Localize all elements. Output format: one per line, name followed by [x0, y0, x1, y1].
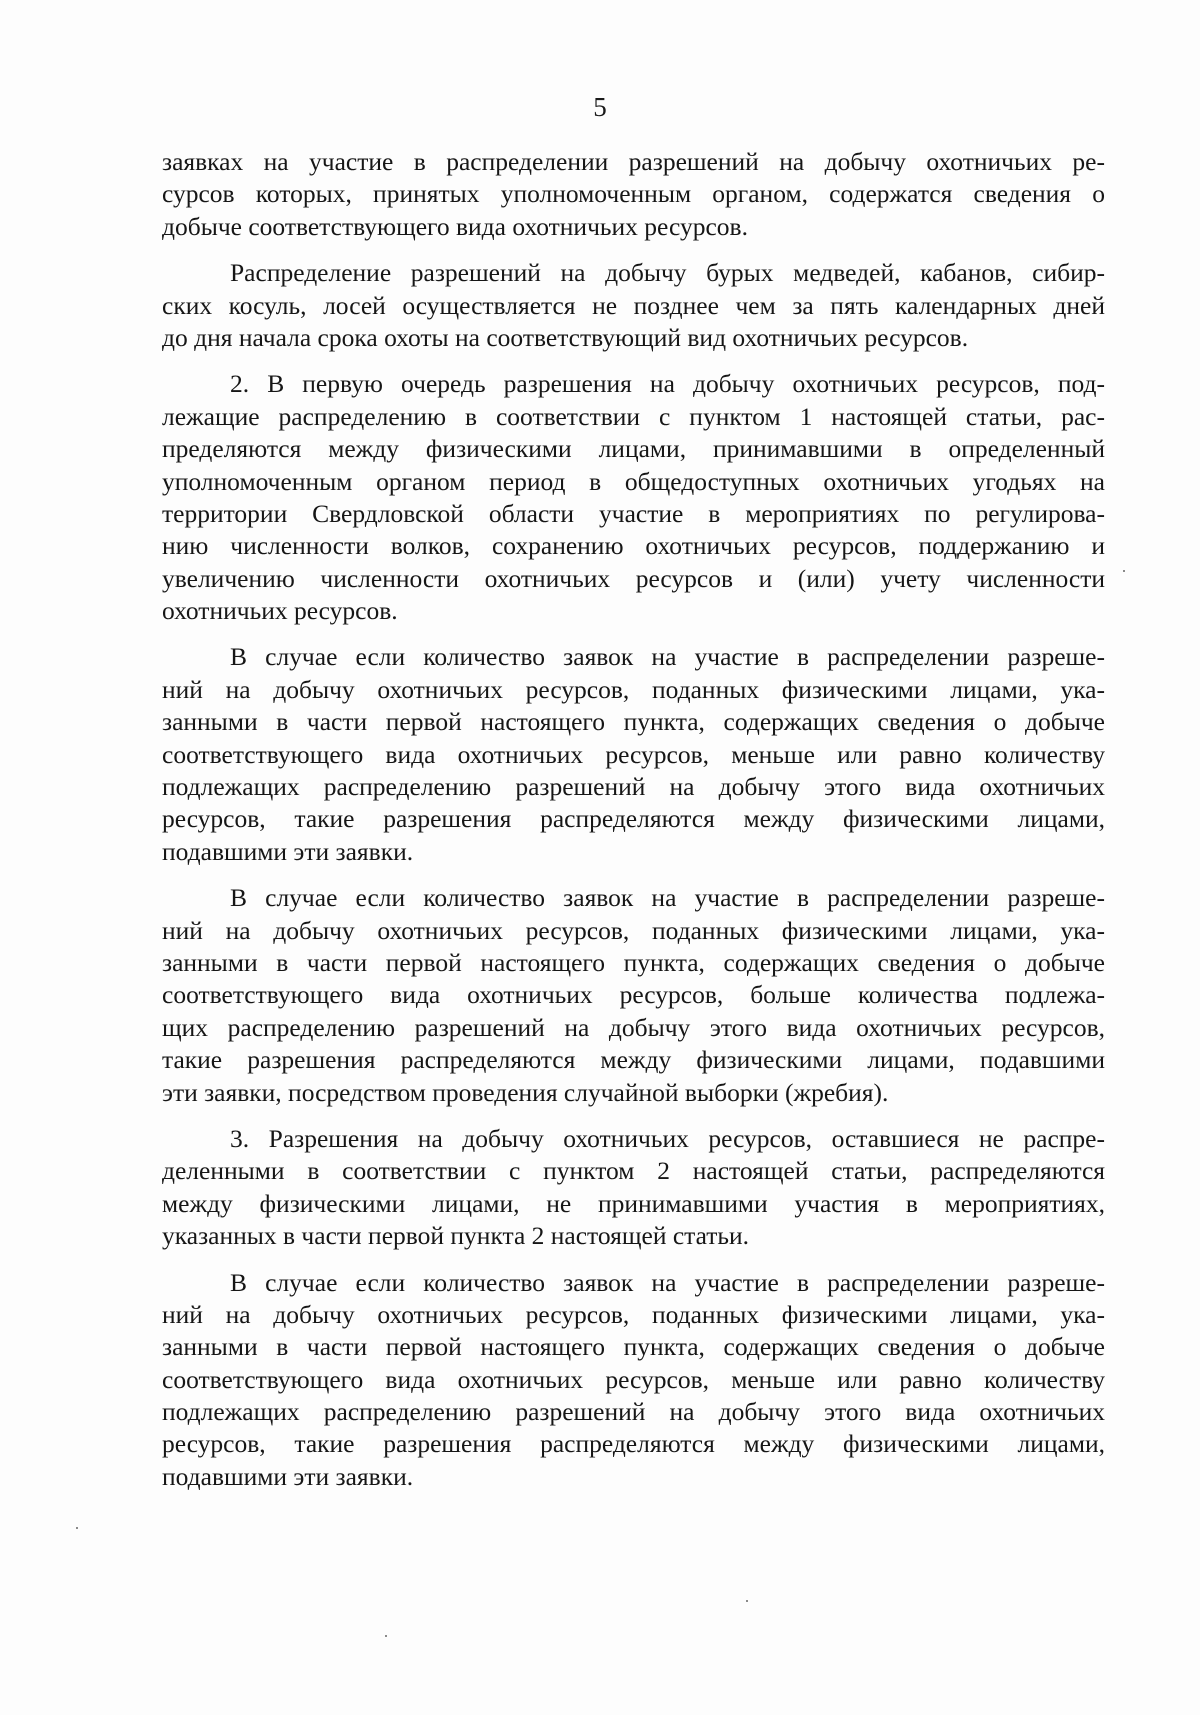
text-line: ний на добычу охотничьих ресурсов, поданных физическими лицами, ука- [162, 674, 1105, 704]
paragraph [162, 257, 1105, 354]
text-line: Распределение разрешений на добычу бурых медведей, кабанов, сибир- [230, 258, 1105, 288]
text-line: между физическими лицами, не принимавшими участия в мероприятиях, [162, 1188, 1105, 1218]
text-line: ресурсов, такие разрешения распределяются между физическими лицами, [162, 1429, 1105, 1459]
text-line: щих распределению разрешений на добычу этого вида охотничьих ресурсов, [162, 1012, 1105, 1042]
scan-speck [385, 1635, 387, 1637]
text-line: В случае если количество заявок на участие в распределении разреше- [230, 1267, 1105, 1297]
document-body [162, 146, 1105, 1493]
text-line: сурсов которых, принятых уполномоченным органом, содержатся сведения о [162, 179, 1105, 209]
text-line: пределяются между физическими лицами, принимавшими в определенный [162, 434, 1105, 464]
text-line: указанных в части первой пункта 2 настоящей статьи. [162, 1221, 750, 1251]
paragraph [162, 146, 1105, 243]
text-line: ний на добычу охотничьих ресурсов, поданных физическими лицами, ука- [162, 915, 1105, 945]
text-line: охотничьих ресурсов. [162, 596, 398, 626]
paragraph [162, 1123, 1105, 1253]
text-line: нию численности волков, сохранению охотничьих ресурсов, поддержанию и [162, 531, 1105, 561]
text-line: эти заявки, посредством проведения случайной выборки (жребия). [162, 1077, 889, 1107]
scan-speck [1123, 570, 1125, 572]
text-line: 3. Разрешения на добычу охотничьих ресурсов, оставшиеся не распре- [230, 1123, 1105, 1153]
text-line: соответствующего вида охотничьих ресурсов, меньше или равно количеству [162, 739, 1105, 769]
text-line: занными в части первой настоящего пункта, содержащих сведения о добыче [162, 707, 1105, 737]
text-line: ний на добычу охотничьих ресурсов, поданных физическими лицами, ука- [162, 1299, 1105, 1329]
paragraph [162, 882, 1105, 1109]
text-line: 2. В первую очередь разрешения на добычу охотничьих ресурсов, под- [230, 369, 1105, 399]
text-line: занными в части первой настоящего пункта, содержащих сведения о добыче [162, 947, 1105, 977]
text-line: подлежащих распределению разрешений на добычу этого вида охотничьих [162, 1397, 1105, 1427]
text-line: уполномоченным органом период в общедоступных охотничьих угодьях на [162, 466, 1105, 496]
paragraph [162, 368, 1105, 627]
text-line: лежащие распределению в соответствии с пунктом 1 настоящей статьи, рас- [162, 401, 1105, 431]
paragraph [162, 1267, 1105, 1494]
text-line: подавшими эти заявки. [162, 836, 414, 866]
text-line: ских косуль, лосей осуществляется не позднее чем за пять календарных дней [162, 290, 1105, 320]
text-line: добыче соответствующего вида охотничьих ресурсов. [162, 211, 748, 241]
text-line: занными в части первой настоящего пункта, содержащих сведения о добыче [162, 1332, 1105, 1362]
text-line: такие разрешения распределяются между физическими лицами, подавшими [162, 1045, 1105, 1075]
text-line: подлежащих распределению разрешений на добычу этого вида охотничьих [162, 772, 1105, 802]
text-line: деленными в соответствии с пунктом 2 настоящей статьи, распределяются [162, 1156, 1105, 1186]
scan-speck [76, 1527, 78, 1529]
text-line: В случае если количество заявок на участие в распределении разреше- [230, 642, 1105, 672]
page-number: 5 [593, 92, 607, 122]
scan-speck [746, 1600, 748, 1602]
text-line: подавшими эти заявки. [162, 1461, 414, 1491]
text-line: территории Свердловской области участие в мероприятиях по регулирова- [162, 498, 1105, 528]
text-line: ресурсов, такие разрешения распределяются между физическими лицами, [162, 804, 1105, 834]
text-line: В случае если количество заявок на участие в распределении разреше- [230, 883, 1105, 913]
text-line: до дня начала срока охоты на соответствующий вид охотничьих ресурсов. [162, 322, 969, 352]
text-line: соответствующего вида охотничьих ресурсов, меньше или равно количеству [162, 1364, 1105, 1394]
paragraph [162, 641, 1105, 868]
text-line: увеличению численности охотничьих ресурсов и (или) учету численности [162, 563, 1105, 593]
text-line: заявках на участие в распределении разрешений на добычу охотничьих ре- [162, 147, 1105, 176]
text-line: соответствующего вида охотничьих ресурсов, больше количества подлежа- [162, 980, 1105, 1010]
